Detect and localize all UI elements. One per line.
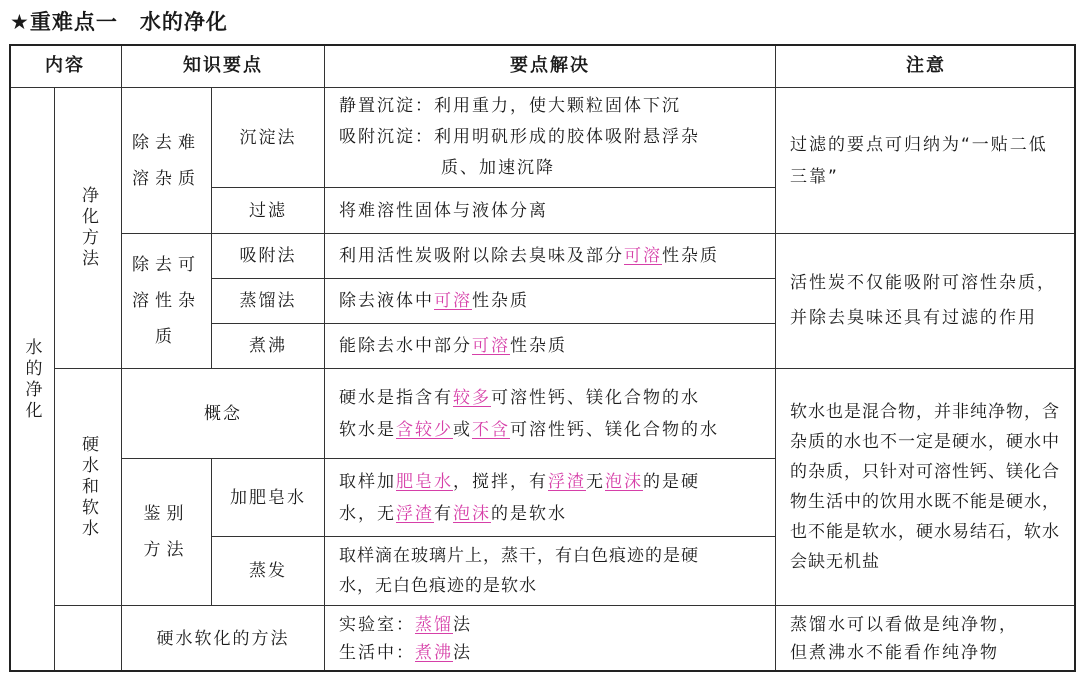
concept-soft-highlight-2: 不含 [472,419,510,440]
softening-life-text-end: 法 [453,643,472,663]
concept-soft-or: 或 [453,419,472,440]
softening-lab-text: 实验室： [339,615,415,635]
knowledge-table [9,44,1076,672]
soap-text-h: 水，无 [339,503,396,524]
adsorption-text-end: 性杂质 [662,246,719,266]
softening-label: 硬水软化的方法 [122,606,325,672]
softening-lab-highlight: 蒸馏 [415,615,453,635]
subgroup-soluble [122,234,212,369]
subgroup-identification [122,459,212,606]
softening-life-highlight: 煮沸 [415,643,453,663]
soap-highlight-foam-2: 泡沫 [453,503,491,524]
soap-text-j: 有 [434,503,453,524]
solution-softening [325,606,776,672]
soap-text-a: 取样加 [339,471,396,492]
boiling-text-end: 性杂质 [510,336,567,356]
soap-highlight-scum: 浮渣 [548,471,586,492]
note-filtration: 过滤的要点可归纳为“一贴二低三靠” [776,88,1076,234]
header-key-points: 知识要点 [122,44,325,88]
sedimentation-line-1: 静置沉淀：利用重力，使大颗粒固体下沉 [339,96,681,116]
softening-life-line [339,639,765,667]
subgroup-insoluble-label: 除去难溶杂质 [132,132,201,189]
concept-hard-text: 硬水是指含有 [339,387,453,408]
concept-hard-highlight: 较多 [453,387,491,408]
sedimentation-line-3: 质、加速沉降 [441,158,555,178]
adsorption-text: 利用活性炭吸附以除去臭味及部分 [339,246,624,266]
header-content: 内容 [9,44,122,88]
evaporation-line-1: 取样滴在玻璃片上，蒸干，有白色痕迹的是硬 [339,546,699,566]
soap-text-c: ，搅拌，有 [453,471,548,492]
soap-text-e: 无 [586,471,605,492]
soap-text-l: 的是软水 [491,503,567,524]
section-title: ★重难点一 水的净化 [10,10,228,34]
adsorption-highlight: 可溶 [624,246,662,266]
header-notes: 注意 [776,44,1076,88]
softening-note-line-1: 蒸馏水可以看做是纯净物， [790,615,1018,635]
solution-soap-water [325,459,776,537]
solution-filtration: 将难溶性固体与液体分离 [325,188,776,234]
solution-concept [325,369,776,459]
solution-distillation [325,279,776,324]
method-adsorption: 吸附法 [212,234,325,279]
distillation-highlight: 可溶 [434,291,472,311]
softening-lab-text-end: 法 [453,615,472,635]
soap-highlight-soapwater: 肥皂水 [396,471,453,492]
concept-line-1 [339,382,765,414]
subgroup-identification-label: 鉴别方法 [143,504,190,560]
soap-text-g: 的是硬 [643,471,700,492]
sedimentation-line-2: 吸附沉淀：利用明矾形成的胶体吸附悬浮杂 [339,127,700,147]
distillation-text-end: 性杂质 [472,291,529,311]
softening-lab-line [339,611,765,639]
blank-cell [55,606,122,672]
softening-life-text: 生活中： [339,643,415,663]
header-solution: 要点解决 [325,44,776,88]
subgroup-insoluble [122,88,212,234]
concept-soft-text-end: 可溶性钙、镁化合物的水 [510,419,719,440]
soap-highlight-foam: 泡沫 [605,471,643,492]
solution-evaporation [325,537,776,606]
method-filtration: 过滤 [212,188,325,234]
solution-sedimentation [325,88,776,188]
group-purification-methods [55,88,122,369]
concept-line-2 [339,414,765,446]
solution-adsorption [325,234,776,279]
soap-line-2 [339,498,765,530]
concept-soft-text: 软水是 [339,419,396,440]
note-softening [776,606,1076,672]
section-water-purification-label: 水的净化 [21,338,42,422]
method-evaporation: 蒸发 [212,537,325,606]
concept-hard-text-end: 可溶性钙、镁化合物的水 [491,387,700,408]
group-hard-soft-water-label: 硬水和软水 [78,434,98,540]
method-boiling: 煮沸 [212,324,325,369]
subgroup-soluble-label: 除去可溶性杂质 [132,255,201,347]
concept-label: 概念 [122,369,325,459]
concept-soft-highlight-1: 含较少 [396,419,453,440]
boiling-highlight: 可溶 [472,336,510,356]
note-hard-soft-water: 软水也是混合物，并非纯净物，含杂质的水也不一定是硬水，硬水中的杂质，只针对可溶性钙、镁化合物生活中的饮用水既不能是硬水，也不能是软水，硬水易结石，软水会缺无机盐 [776,369,1076,606]
evaporation-line-2: 水，无白色痕迹的是软水 [339,576,537,596]
softening-note-line-2: 但煮沸水不能看作纯净物 [790,643,999,663]
section-water-purification [9,88,55,672]
group-purification-methods-label: 净化方法 [78,186,98,270]
soap-highlight-scum-2: 浮渣 [396,503,434,524]
boiling-text: 能除去水中部分 [339,336,472,356]
method-sedimentation: 沉淀法 [212,88,325,188]
note-activated-carbon: 活性炭不仅能吸附可溶性杂质，并除去臭味还具有过滤的作用 [776,234,1076,369]
distillation-text: 除去液体中 [339,291,434,311]
method-distillation: 蒸馏法 [212,279,325,324]
solution-boiling [325,324,776,369]
group-hard-soft-water [55,369,122,606]
method-soap-water: 加肥皂水 [212,459,325,537]
soap-line-1 [339,466,765,498]
